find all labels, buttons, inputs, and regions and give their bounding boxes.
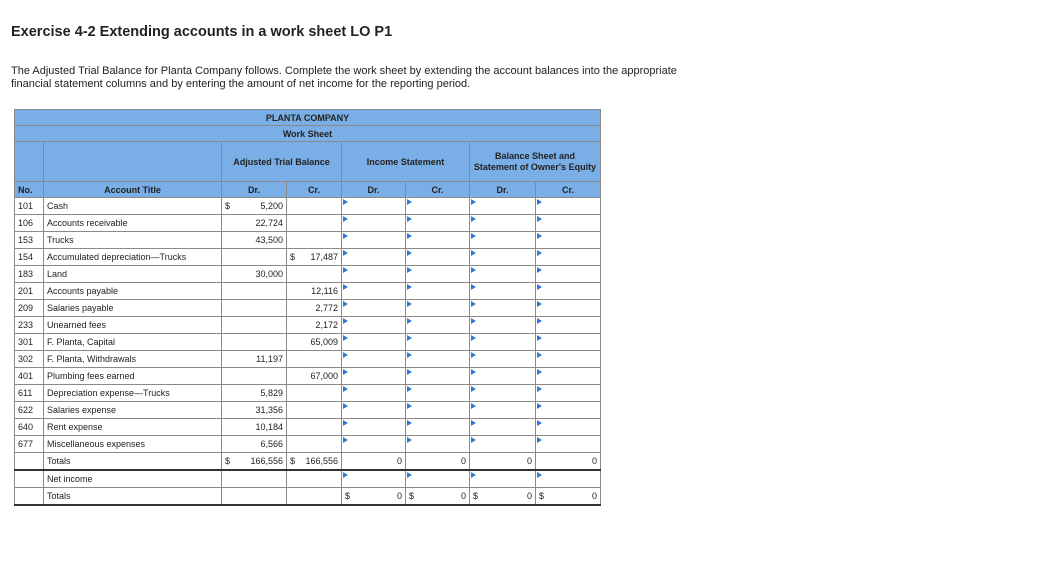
account-title: Salaries payable	[44, 300, 222, 317]
bs-cr-input[interactable]	[536, 402, 601, 419]
currency-sign: $	[473, 491, 479, 501]
is-cr-input[interactable]	[406, 436, 470, 453]
bs-dr-input[interactable]	[470, 283, 536, 300]
is-cr-input[interactable]	[406, 402, 470, 419]
bs-cr-input[interactable]	[536, 385, 601, 402]
atb-cr-total: 166,556	[305, 456, 338, 466]
sheet-subtitle: Work Sheet	[15, 126, 601, 142]
account-title: Unearned fees	[44, 317, 222, 334]
bs-dr-input[interactable]	[470, 317, 536, 334]
atb-dr-total: 166,556	[250, 456, 283, 466]
bs-cr-input[interactable]	[536, 198, 601, 215]
is-cr-input[interactable]	[406, 385, 470, 402]
currency-sign: $	[290, 456, 296, 466]
net-income-row	[15, 470, 601, 488]
is-cr-input[interactable]	[406, 419, 470, 436]
work-sheet-table	[14, 109, 601, 506]
currency-sign: $	[539, 491, 545, 501]
account-row	[15, 351, 601, 368]
account-title: Plumbing fees earned	[44, 368, 222, 385]
is-cr-input[interactable]	[406, 334, 470, 351]
bs-cr-input[interactable]	[536, 215, 601, 232]
is-cr-input[interactable]	[406, 368, 470, 385]
bs-dr-input[interactable]	[470, 300, 536, 317]
atb-cr-amount: 65,009	[310, 337, 338, 347]
is-dr-input[interactable]	[342, 215, 406, 232]
bs-cr-input[interactable]	[536, 232, 601, 249]
is-dr-total: 0	[342, 453, 406, 471]
account-number: 640	[15, 419, 44, 436]
is-dr-input[interactable]	[342, 283, 406, 300]
bs-dr-input[interactable]	[470, 368, 536, 385]
atb-cr-amount: 67,000	[310, 371, 338, 381]
bs-cr-input[interactable]	[536, 300, 601, 317]
is-cr-input[interactable]	[406, 249, 470, 266]
is-dr-input[interactable]	[342, 334, 406, 351]
net-income-is-dr-input[interactable]	[342, 470, 406, 488]
account-number: 106	[15, 215, 44, 232]
bs-cr-input[interactable]	[536, 249, 601, 266]
account-number: 154	[15, 249, 44, 266]
is-dr-input[interactable]	[342, 436, 406, 453]
col-account-title: Account Title	[44, 182, 222, 198]
account-number: 153	[15, 232, 44, 249]
is-dr-input[interactable]	[342, 266, 406, 283]
account-row	[15, 283, 601, 300]
bs-cr-input[interactable]	[536, 351, 601, 368]
final-bs-cr-total: 0	[591, 491, 597, 501]
account-title: F. Planta, Capital	[44, 334, 222, 351]
bs-dr-total: 0	[470, 453, 536, 471]
bs-dr-input[interactable]	[470, 198, 536, 215]
atb-cr-amount: 2,172	[315, 320, 338, 330]
account-row	[15, 436, 601, 453]
is-dr-input[interactable]	[342, 198, 406, 215]
is-cr-input[interactable]	[406, 266, 470, 283]
is-cr-total: 0	[406, 453, 470, 471]
atb-dr-amount: 5,829	[260, 388, 283, 398]
bs-cr-input[interactable]	[536, 436, 601, 453]
is-cr-input[interactable]	[406, 317, 470, 334]
atb-dr-amount: 10,184	[255, 422, 283, 432]
account-row	[15, 300, 601, 317]
account-number: 209	[15, 300, 44, 317]
account-title: Rent expense	[44, 419, 222, 436]
is-dr-input[interactable]	[342, 402, 406, 419]
account-title: Miscellaneous expenses	[44, 436, 222, 453]
group-balance-sheet: Balance Sheet and Statement of Owner's Equity	[470, 142, 601, 182]
account-number: 622	[15, 402, 44, 419]
bs-cr-input[interactable]	[536, 368, 601, 385]
currency-sign: $	[409, 491, 415, 501]
col-is-cr: Cr.	[406, 182, 470, 198]
atb-dr-amount: 43,500	[255, 235, 283, 245]
bs-cr-input[interactable]	[536, 419, 601, 436]
atb-dr-amount: 5,200	[260, 201, 283, 211]
is-cr-input[interactable]	[406, 198, 470, 215]
account-row	[15, 419, 601, 436]
bs-dr-input[interactable]	[470, 402, 536, 419]
account-number: 183	[15, 266, 44, 283]
col-no: No.	[15, 182, 44, 198]
final-totals-row	[15, 488, 601, 506]
is-dr-input[interactable]	[342, 351, 406, 368]
atb-cr-amount: 2,772	[315, 303, 338, 313]
totals-label: Totals	[44, 453, 222, 471]
is-cr-input[interactable]	[406, 215, 470, 232]
account-number: 401	[15, 368, 44, 385]
is-dr-input[interactable]	[342, 249, 406, 266]
bs-cr-input[interactable]	[536, 283, 601, 300]
currency-sign: $	[225, 456, 231, 466]
is-cr-input[interactable]	[406, 300, 470, 317]
account-row	[15, 368, 601, 385]
account-number: 611	[15, 385, 44, 402]
is-cr-input[interactable]	[406, 283, 470, 300]
account-title: Accounts payable	[44, 283, 222, 300]
bs-cr-total: 0	[536, 453, 601, 471]
header-blank	[44, 142, 222, 182]
bs-dr-input[interactable]	[470, 351, 536, 368]
account-title: F. Planta, Withdrawals	[44, 351, 222, 368]
is-dr-input[interactable]	[342, 385, 406, 402]
account-row	[15, 232, 601, 249]
currency-sign: $	[290, 252, 296, 262]
bs-dr-input[interactable]	[470, 436, 536, 453]
account-row	[15, 334, 601, 351]
account-number: 302	[15, 351, 44, 368]
bs-dr-input[interactable]	[470, 419, 536, 436]
account-number: 301	[15, 334, 44, 351]
bs-cr-input[interactable]	[536, 266, 601, 283]
is-cr-input[interactable]	[406, 351, 470, 368]
is-dr-input[interactable]	[342, 419, 406, 436]
net-income-bs-cr-input[interactable]	[536, 470, 601, 488]
account-row	[15, 249, 601, 266]
bs-dr-input[interactable]	[470, 334, 536, 351]
col-bs-dr: Dr.	[470, 182, 536, 198]
final-bs-dr-total: 0	[526, 491, 532, 501]
is-cr-input[interactable]	[406, 232, 470, 249]
group-adjusted-trial-balance: Adjusted Trial Balance	[222, 142, 342, 182]
exercise-title: Exercise 4-2 Extending accounts in a work sheet LO P1	[11, 24, 393, 40]
account-number: 201	[15, 283, 44, 300]
company-name: PLANTA COMPANY	[15, 110, 601, 126]
col-atb-cr: Cr.	[287, 182, 342, 198]
account-row	[15, 198, 601, 215]
account-row	[15, 266, 601, 283]
account-row	[15, 402, 601, 419]
account-row	[15, 317, 601, 334]
account-number: 101	[15, 198, 44, 215]
atb-cr-amount: 17,487	[310, 252, 338, 262]
account-title: Accumulated depreciation—Trucks	[44, 249, 222, 266]
atb-cr-amount: 12,116	[311, 286, 338, 296]
col-is-dr: Dr.	[342, 182, 406, 198]
account-title: Land	[44, 266, 222, 283]
account-title: Accounts receivable	[44, 215, 222, 232]
account-number: 233	[15, 317, 44, 334]
atb-dr-amount: 11,197	[256, 354, 283, 364]
currency-sign: $	[225, 201, 231, 211]
atb-dr-amount: 30,000	[255, 269, 283, 279]
col-bs-cr: Cr.	[536, 182, 601, 198]
bs-cr-input[interactable]	[536, 317, 601, 334]
bs-dr-input[interactable]	[470, 266, 536, 283]
atb-dr-amount: 22,724	[255, 218, 283, 228]
bs-dr-input[interactable]	[470, 215, 536, 232]
net-income-bs-dr-input[interactable]	[470, 470, 536, 488]
col-atb-dr: Dr.	[222, 182, 287, 198]
account-title: Cash	[44, 198, 222, 215]
bs-cr-input[interactable]	[536, 334, 601, 351]
is-dr-input[interactable]	[342, 300, 406, 317]
atb-dr-amount: 6,566	[260, 439, 283, 449]
currency-sign: $	[345, 491, 351, 501]
net-income-label: Net income	[44, 470, 222, 488]
account-number: 677	[15, 436, 44, 453]
bs-dr-input[interactable]	[470, 232, 536, 249]
account-title: Depreciation expense—Trucks	[44, 385, 222, 402]
atb-dr-amount: 31,356	[255, 405, 283, 415]
final-totals-label: Totals	[44, 488, 222, 506]
group-income-statement: Income Statement	[342, 142, 470, 182]
instructions: The Adjusted Trial Balance for Planta Company follows. Complete the work sheet by extending the account balances into the appropriate financial statement columns and by entering the amount of net income for the reporting period.	[11, 65, 677, 90]
net-income-is-cr-input[interactable]	[406, 470, 470, 488]
account-row	[15, 385, 601, 402]
account-row	[15, 215, 601, 232]
is-dr-input[interactable]	[342, 232, 406, 249]
final-is-cr-total: 0	[460, 491, 466, 501]
final-is-dr-total: 0	[396, 491, 402, 501]
bs-dr-input[interactable]	[470, 385, 536, 402]
is-dr-input[interactable]	[342, 368, 406, 385]
bs-dr-input[interactable]	[470, 249, 536, 266]
is-dr-input[interactable]	[342, 317, 406, 334]
totals-row	[15, 453, 601, 471]
account-title: Salaries expense	[44, 402, 222, 419]
account-title: Trucks	[44, 232, 222, 249]
header-blank	[15, 142, 44, 182]
